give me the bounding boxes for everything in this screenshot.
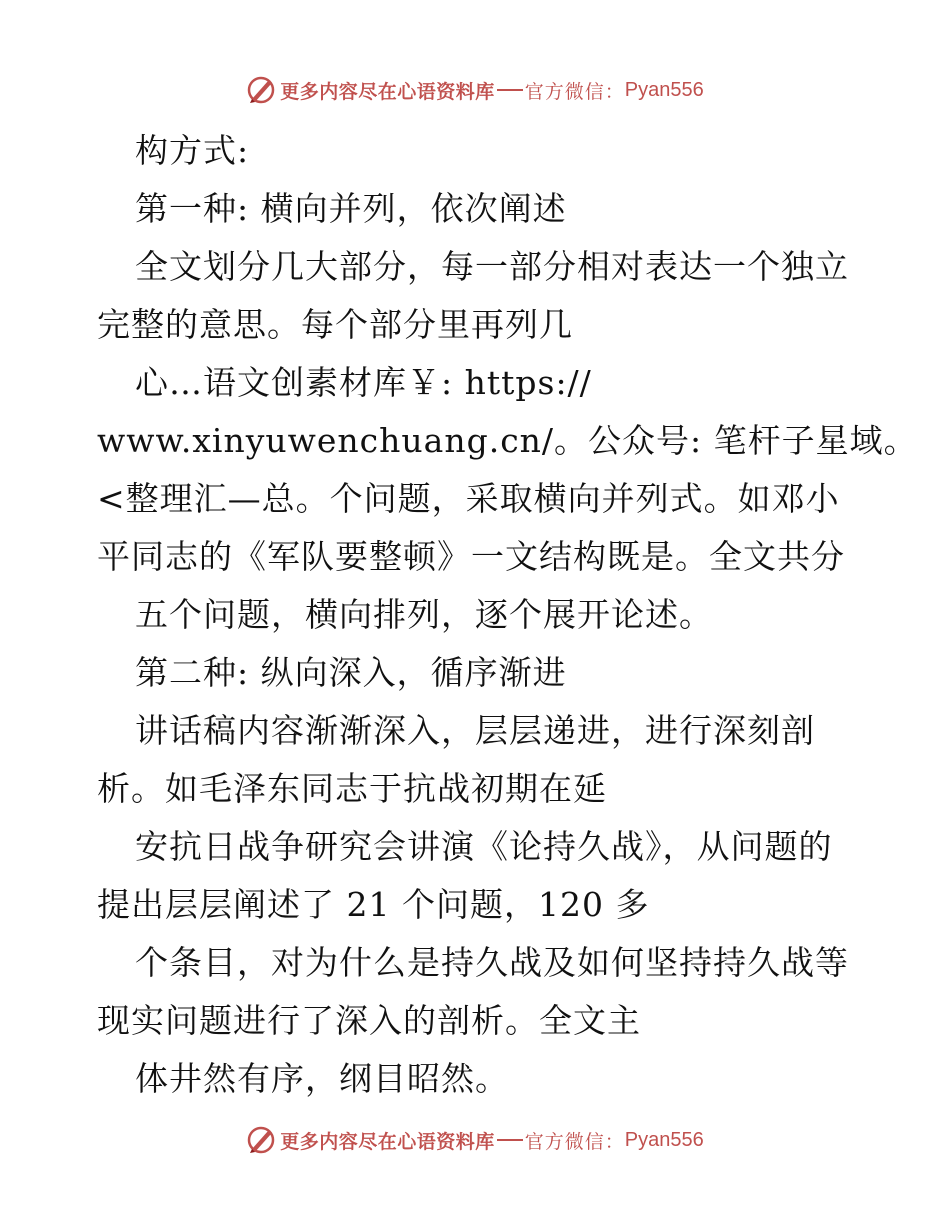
pen-logo-icon xyxy=(246,1125,276,1155)
body-line: 体井然有序，纲目昭然。 xyxy=(135,1059,509,1098)
banner-dash xyxy=(497,89,523,91)
section-heading: 第二种: 纵向深入，循序渐进 xyxy=(135,653,567,692)
body-line: 全文划分几大部分，每一部分相对表达一个独立 xyxy=(135,247,849,286)
body-line: 个条目，对为什么是持久战及如何坚持持久战等 xyxy=(135,943,849,982)
banner-wechat-id: Pyan556 xyxy=(624,1128,704,1151)
document-body xyxy=(97,122,918,1108)
body-line: 平同志的《军队要整顿》一文结构既是。全文共分 xyxy=(97,537,845,576)
banner-official-label: 官方微信： xyxy=(524,1130,625,1153)
banner-brand-text: 更多内容尽在心语资料库 xyxy=(280,1130,495,1153)
body-line: 讲话稿内容渐渐深入，层层递进，进行深刻剖 xyxy=(135,711,815,750)
body-line: 提出层层阐述了 21 个问题，120 多 xyxy=(97,885,650,924)
footer-banner xyxy=(0,1120,950,1160)
pen-logo-icon xyxy=(246,75,276,105)
body-line: <整理汇—总。个问题，采取横向并列式。如邓小 xyxy=(97,479,840,518)
banner-wechat-id: Pyan556 xyxy=(624,78,704,101)
banner-official-label: 官方微信： xyxy=(524,80,625,103)
banner-brand-text: 更多内容尽在心语资料库 xyxy=(280,80,495,103)
banner-dash xyxy=(497,1139,523,1141)
body-line: 构方式: xyxy=(135,131,250,170)
section-heading: 第一种: 横向并列，依次阐述 xyxy=(135,189,567,228)
body-line: www.xinyuwenchuang.cn/。公众号: 笔杆子星域。 xyxy=(97,421,918,460)
body-line: 五个问题，横向排列，逐个展开论述。 xyxy=(135,595,713,634)
body-line: 安抗日战争研究会讲演《论持久战》，从问题的 xyxy=(135,827,833,866)
body-line: 析。如毛泽东同志于抗战初期在延 xyxy=(97,769,607,808)
body-line: 完整的意思。每个部分里再列几 xyxy=(97,305,573,344)
header-banner xyxy=(0,70,950,110)
body-line: 现实问题进行了深入的剖析。全文主 xyxy=(97,1001,641,1040)
body-line: 心…语文创素材库￥: https:// xyxy=(135,363,592,402)
